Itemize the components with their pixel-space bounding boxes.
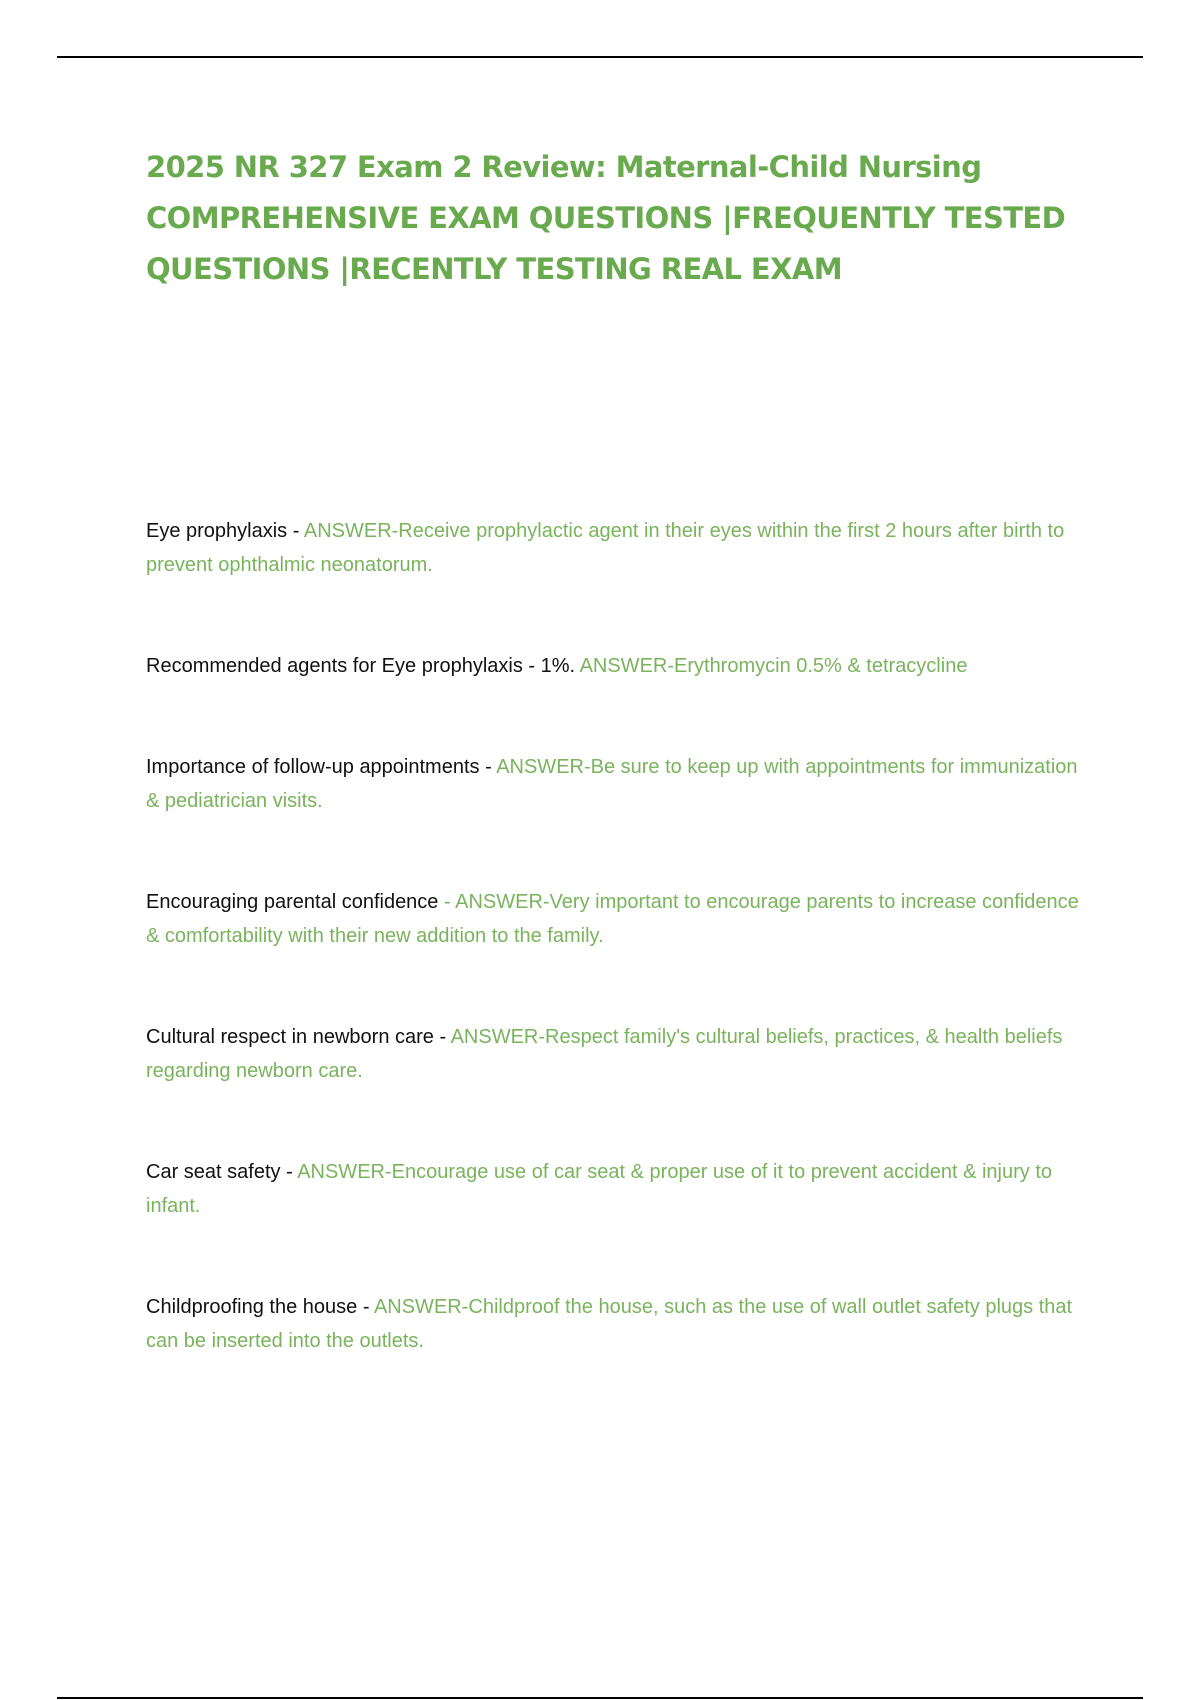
title-line-3: QUESTIONS |RECENTLY TESTING REAL EXAM	[146, 252, 842, 286]
answer-text: ANSWER-Erythromycin 0.5% & tetracycline	[579, 655, 968, 677]
title-line-1: 2025 NR 327 Exam 2 Review: Maternal-Child Nursing	[146, 150, 982, 184]
separator: -	[479, 756, 497, 778]
document-title	[146, 142, 1086, 295]
answer-text: ANSWER-Be sure to keep up with appointments for immunization & pediatrician visits.	[146, 756, 1078, 812]
qa-item-childproofing	[146, 1290, 1096, 1358]
question-text: Recommended agents for Eye prophylaxis - 1%.	[146, 655, 576, 677]
qa-item-eye-prophylaxis	[146, 514, 1096, 582]
qa-item-follow-up-appointments	[146, 750, 1096, 818]
separator: -	[287, 520, 304, 542]
answer-text: ANSWER-Childproof the house, such as the use of wall outlet safety plugs that can be inserted into the outlets.	[146, 1296, 1073, 1352]
question-text: Encouraging parental confidence	[146, 891, 439, 913]
qa-item-car-seat-safety	[146, 1155, 1096, 1223]
separator: -	[433, 1026, 451, 1048]
answer-text: ANSWER-Respect family's cultural beliefs, practices, & health beliefs regarding newborn care.	[146, 1026, 1063, 1082]
qa-item-cultural-respect	[146, 1020, 1096, 1088]
answer-text: - ANSWER-Very important to encourage parents to increase confidence & comfortability with their new addition to the family.	[146, 891, 1079, 947]
title-line-2: COMPREHENSIVE EXAM QUESTIONS |FREQUENTLY TESTED	[146, 201, 1066, 235]
question-text: Cultural respect in newborn care	[146, 1026, 434, 1048]
separator: -	[280, 1161, 298, 1183]
question-text: Car seat safety	[146, 1161, 281, 1183]
question-text: Eye prophylaxis	[146, 520, 288, 542]
bottom-rule	[57, 1697, 1143, 1699]
separator: -	[357, 1296, 374, 1318]
qa-item-parental-confidence	[146, 885, 1096, 953]
answer-text: ANSWER-Receive prophylactic agent in their eyes within the first 2 hours after birth to prevent ophthalmic neonatorum.	[146, 520, 1065, 576]
top-rule	[57, 56, 1143, 58]
answer-text: ANSWER-Encourage use of car seat & proper use of it to prevent accident & injury to infant.	[146, 1161, 1053, 1217]
question-text: Importance of follow-up appointments	[146, 756, 480, 778]
qa-item-recommended-agents	[146, 649, 1096, 683]
question-text: Childproofing the house	[146, 1296, 358, 1318]
